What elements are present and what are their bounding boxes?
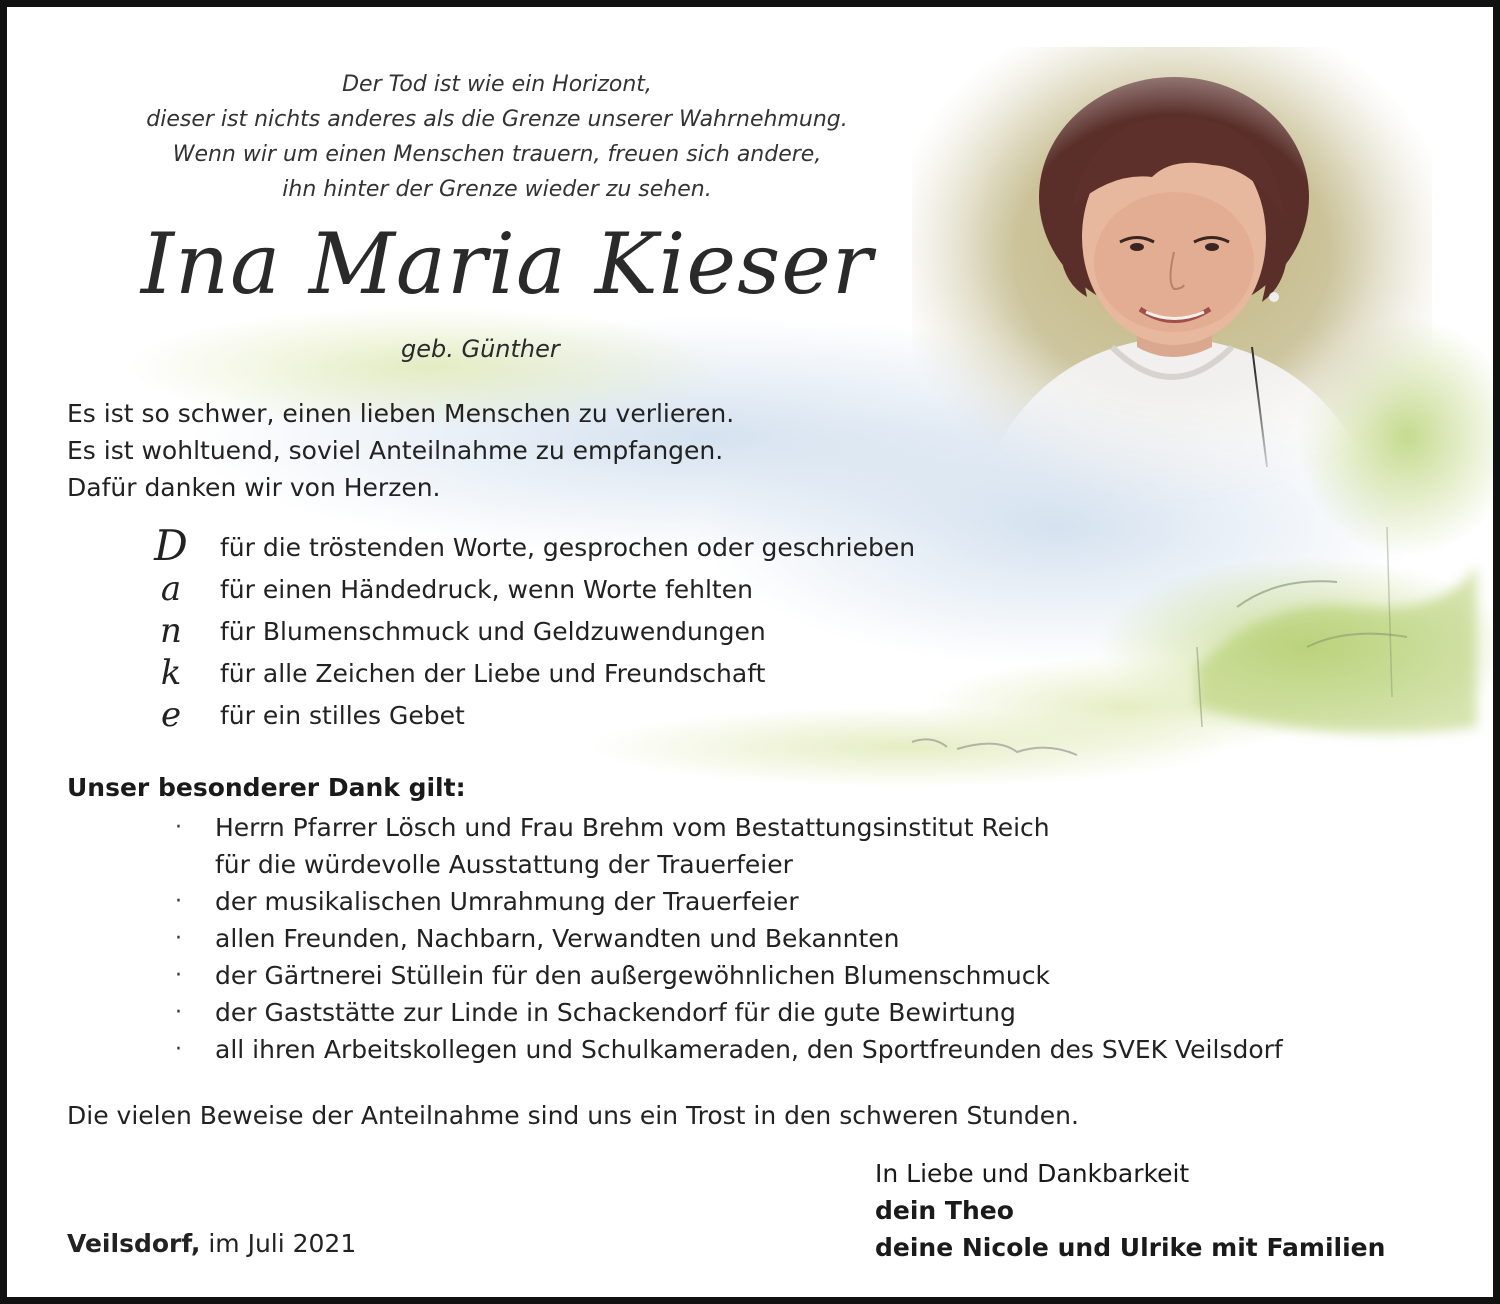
bullet-dot: · bbox=[175, 963, 182, 988]
list-item-line: all ihren Arbeitskollegen und Schulkameraden, den Sportfreunden des SVEK Veilsdorf bbox=[215, 1035, 1283, 1064]
bullet-dot: · bbox=[175, 815, 182, 840]
list-item bbox=[67, 883, 1367, 920]
intro-line: Dafür danken wir von Herzen. bbox=[67, 473, 441, 502]
danke-row bbox=[127, 613, 1027, 655]
closing-sentence: Die vielen Beweise der Anteilnahme sind uns ein Trost in den schweren Stunden. bbox=[67, 1101, 1079, 1130]
place-town: Veilsdorf, bbox=[67, 1229, 201, 1258]
bullet-dot: · bbox=[175, 1000, 182, 1025]
danke-row bbox=[127, 697, 1027, 739]
quote-line: ihn hinter der Grenze wieder zu sehen. bbox=[282, 177, 712, 202]
place-date bbox=[67, 1229, 356, 1258]
signoff-line: dein Theo bbox=[875, 1196, 1014, 1225]
signoff-block bbox=[875, 1155, 1385, 1266]
danke-row bbox=[127, 571, 1027, 613]
danke-letter: D bbox=[154, 521, 188, 570]
list-item bbox=[67, 1031, 1367, 1068]
quote-line: Wenn wir um einen Menschen trauern, freuen sich andere, bbox=[172, 142, 822, 167]
special-thanks-heading: Unser besonderer Dank gilt: bbox=[67, 773, 466, 802]
danke-acrostic bbox=[127, 521, 1027, 739]
deceased-name: Ina Maria Kieser bbox=[140, 215, 874, 313]
place-date-text: im Juli 2021 bbox=[200, 1229, 357, 1258]
opening-quote bbox=[97, 67, 897, 207]
special-thanks-list bbox=[67, 809, 1367, 1068]
intro-line: Es ist so schwer, einen lieben Menschen zu verlieren. bbox=[67, 399, 735, 428]
maiden-name: geb. Günther bbox=[401, 335, 560, 363]
danke-letter: n bbox=[160, 611, 182, 651]
intro-paragraph bbox=[67, 395, 734, 506]
intro-line: Es ist wohltuend, soviel Anteilnahme zu empfangen. bbox=[67, 436, 724, 465]
danke-row bbox=[127, 655, 1027, 697]
portrait-photo bbox=[912, 47, 1432, 507]
list-item-line: der Gärtnerei Stüllein für den außergewöhnlichen Blumenschmuck bbox=[215, 961, 1050, 990]
danke-letter: a bbox=[160, 569, 182, 609]
list-item bbox=[67, 920, 1367, 957]
list-item-line: Herrn Pfarrer Lösch und Frau Brehm vom Bestattungsinstitut Reich bbox=[215, 813, 1050, 842]
signoff-line: deine Nicole und Ulrike mit Familien bbox=[875, 1233, 1386, 1262]
list-item bbox=[67, 957, 1367, 994]
danke-text: für ein stilles Gebet bbox=[220, 701, 465, 730]
list-item bbox=[67, 994, 1367, 1031]
quote-line: dieser ist nichts anderes als die Grenze unserer Wahrnehmung. bbox=[146, 107, 848, 132]
danke-row bbox=[127, 521, 1027, 571]
quote-line: Der Tod ist wie ein Horizont, bbox=[342, 72, 652, 97]
signoff-line: In Liebe und Dankbarkeit bbox=[875, 1159, 1190, 1188]
danke-letter: k bbox=[160, 653, 182, 693]
list-item-line: der Gaststätte zur Linde in Schackendorf für die gute Bewirtung bbox=[215, 998, 1016, 1027]
danke-text: für Blumenschmuck und Geldzuwendungen bbox=[220, 617, 766, 646]
danke-text: für einen Händedruck, wenn Worte fehlten bbox=[220, 575, 753, 604]
danke-text: für die tröstenden Worte, gesprochen oder geschrieben bbox=[220, 533, 916, 562]
bullet-dot: · bbox=[175, 889, 182, 914]
list-item-line: für die würdevolle Ausstattung der Trauerfeier bbox=[215, 850, 793, 879]
bullet-dot: · bbox=[175, 1037, 182, 1062]
list-item bbox=[67, 809, 1367, 883]
bullet-dot: · bbox=[175, 926, 182, 951]
list-item-line: allen Freunden, Nachbarn, Verwandten und Bekannten bbox=[215, 924, 900, 953]
danke-text: für alle Zeichen der Liebe und Freundschaft bbox=[220, 659, 766, 688]
danke-letter: e bbox=[160, 695, 182, 735]
list-item-line: der musikalischen Umrahmung der Trauerfeier bbox=[215, 887, 799, 916]
